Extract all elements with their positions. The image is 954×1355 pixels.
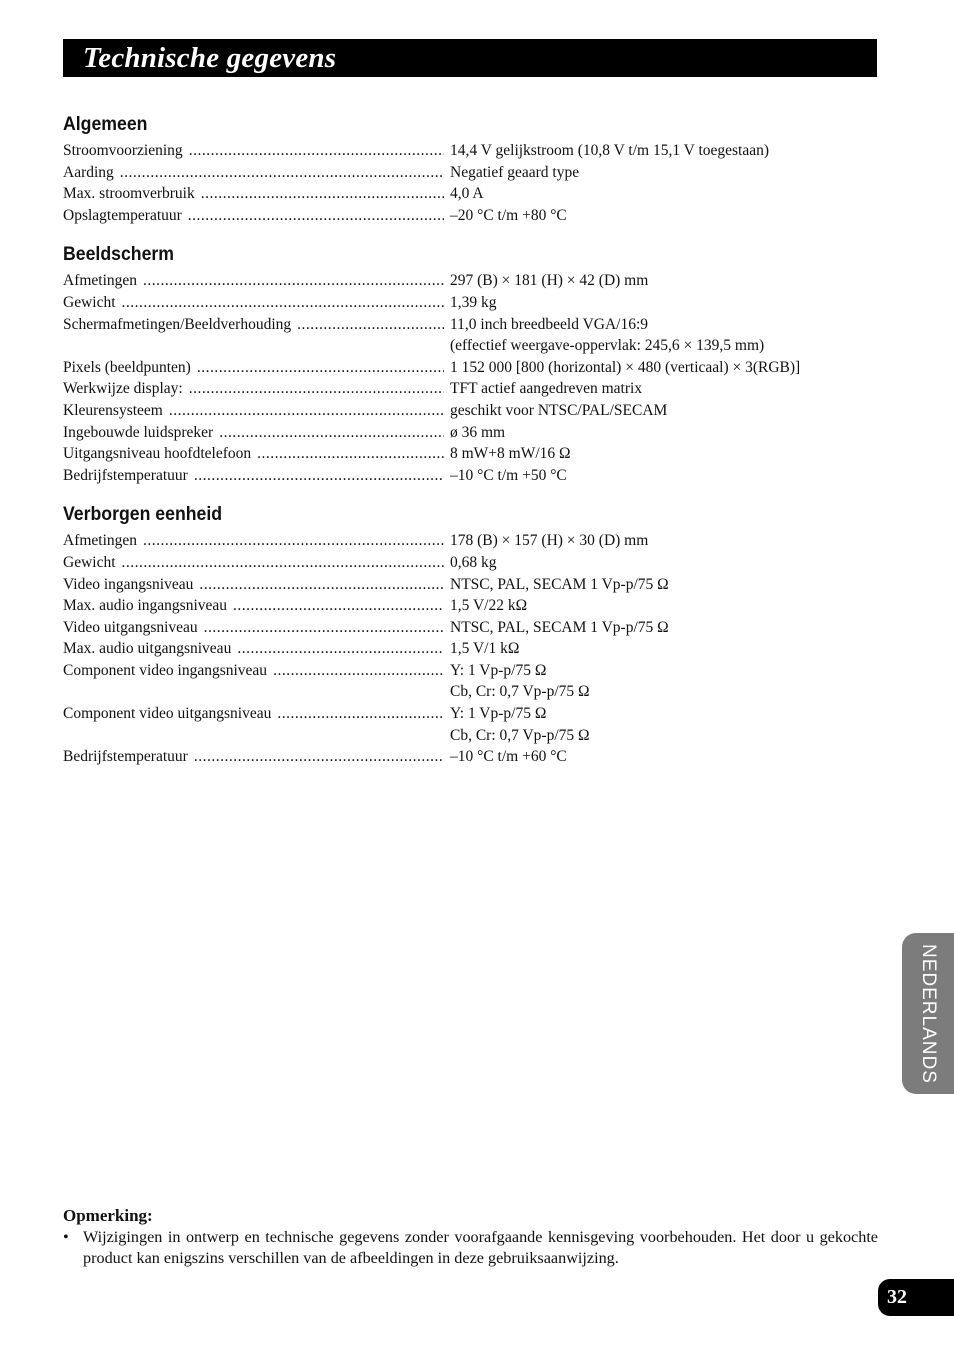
spec-label-cell [63, 378, 444, 400]
spec-label-cell [63, 292, 444, 314]
spec-value: 11,0 inch breedbeeld VGA/16:9 [450, 315, 649, 333]
title-bar [63, 39, 877, 77]
note-item [63, 1227, 878, 1269]
dot-leader [169, 400, 444, 422]
spec-row [63, 638, 883, 660]
spec-label: Afmetingen [63, 532, 138, 550]
spec-row [63, 746, 883, 768]
spec-value: 297 (B) × 181 (H) × 42 (D) mm [450, 272, 649, 290]
spec-row [63, 400, 883, 422]
note-section [63, 1205, 878, 1269]
spec-label: Uitgangsniveau hoofdtelefoon [63, 445, 252, 463]
spec-value: Y: 1 Vp-p/75 Ω [450, 661, 547, 679]
spec-section [63, 110, 883, 226]
spec-value: 14,4 V gelijkstroom (10,8 V t/m 15,1 V toegestaan) [450, 142, 770, 159]
spec-label-cell [63, 465, 444, 487]
spec-label-cell [63, 162, 444, 184]
spec-value: –20 °C t/m +80 °C [450, 206, 567, 224]
spec-row [63, 660, 883, 682]
spec-value: 1 152 000 [800 (horizontal) × 480 (verticaal) × 3(RGB)] [450, 358, 801, 376]
page-number-badge [878, 1279, 954, 1316]
spec-value: 1,5 V/1 kΩ [450, 640, 520, 658]
spec-label: Max. audio ingangsniveau [63, 597, 228, 615]
spec-row [63, 443, 883, 465]
dot-leader [257, 443, 444, 465]
spec-label-cell [63, 746, 444, 768]
spec-value: Negatief geaard type [450, 163, 580, 181]
spec-value: 178 (B) × 157 (H) × 30 (D) mm [450, 532, 649, 550]
spec-row [63, 703, 883, 725]
dot-leader [273, 660, 444, 682]
spec-row [63, 292, 883, 314]
spec-value: –10 °C t/m +50 °C [450, 466, 567, 484]
spec-value: geschikt voor NTSC/PAL/SECAM [450, 401, 668, 419]
spec-value: 0,68 kg [450, 553, 497, 571]
dot-leader [199, 574, 444, 596]
spec-value: Cb, Cr: 0,7 Vp-p/75 Ω [450, 683, 590, 701]
spec-label-cell [63, 574, 444, 596]
spec-row [63, 552, 883, 574]
spec-label-cell [63, 595, 444, 617]
spec-row [63, 465, 883, 487]
spec-label-cell [63, 183, 444, 205]
dot-leader [237, 638, 444, 660]
spec-value: Y: 1 Vp-p/75 Ω [450, 705, 547, 723]
spec-label: Schermafmetingen/Beeldverhouding [63, 315, 292, 333]
spec-row [63, 335, 883, 357]
spec-label-cell [63, 660, 444, 682]
spec-label: Gewicht [63, 293, 116, 311]
spec-label-cell [63, 140, 444, 162]
spec-row [63, 357, 883, 379]
section-heading: Algemeen [63, 114, 148, 135]
section-heading: Verborgen eenheid [63, 504, 223, 526]
dot-leader [122, 552, 444, 574]
spec-label-cell [63, 617, 444, 639]
spec-value: 1,5 V/22 kΩ [450, 597, 528, 615]
spec-label: Stroomvoorziening [63, 142, 183, 159]
spec-value: 1,39 kg [450, 293, 497, 311]
spec-value: TFT actief aangedreven matrix [450, 380, 643, 398]
spec-value: Cb, Cr: 0,7 Vp-p/75 Ω [450, 726, 590, 744]
spec-row [63, 422, 883, 444]
note-text: Wijzigingen in ontwerp en technische gegevens zonder voorafgaande kennisgeving voorbehouden. Het door u gekochte product kan enigszins verschillen van de afbeeldingen in deze gebruiksaanwijzing. [83, 1228, 878, 1267]
spec-row [63, 140, 883, 162]
spec-label-cell [63, 400, 444, 422]
spec-label: Gewicht [63, 553, 116, 571]
dot-leader [188, 205, 444, 227]
dot-leader [297, 314, 444, 336]
spec-label: Component video uitgangsniveau [63, 705, 272, 723]
spec-value: (effectief weergave-oppervlak: 245,6 × 139,5 mm) [450, 337, 765, 355]
spec-label-cell [63, 314, 444, 336]
spec-label: Afmetingen [63, 272, 138, 290]
spec-label: Aarding [63, 163, 114, 181]
spec-value: NTSC, PAL, SECAM 1 Vp-p/75 Ω [450, 618, 669, 636]
dot-leader [189, 140, 444, 162]
spec-section [63, 500, 883, 768]
spec-label: Ingebouwde luidspreker [63, 423, 214, 441]
spec-label: Opslagtemperatuur [63, 206, 182, 224]
spec-row [63, 270, 883, 292]
dot-leader [277, 703, 444, 725]
dot-leader [189, 378, 444, 400]
spec-label-cell [63, 422, 444, 444]
spec-label: Max. stroomverbruik [63, 185, 195, 203]
spec-section [63, 240, 883, 486]
dot-leader [143, 270, 444, 292]
dot-leader [197, 357, 444, 379]
bullet-icon: • [63, 1228, 69, 1246]
language-tab [902, 933, 954, 1094]
spec-row [63, 530, 883, 552]
spec-row [63, 314, 883, 336]
spec-label: Max. audio uitgangsniveau [63, 640, 232, 658]
spec-value: –10 °C t/m +60 °C [450, 748, 567, 766]
spec-row [63, 378, 883, 400]
spec-label: Bedrijfstemperatuur [63, 748, 188, 766]
spec-label-cell [63, 703, 444, 725]
spec-content [63, 110, 883, 782]
spec-row [63, 681, 883, 703]
dot-leader [143, 530, 444, 552]
spec-row [63, 162, 883, 184]
spec-row [63, 595, 883, 617]
dot-leader [233, 595, 444, 617]
language-tab-label: NEDERLANDS [918, 943, 939, 1084]
dot-leader [194, 465, 444, 487]
spec-label: Component video ingangsniveau [63, 661, 268, 679]
spec-label-cell [63, 530, 444, 552]
section-heading: Beeldscherm [63, 244, 174, 266]
spec-value: 8 mW+8 mW/16 Ω [450, 445, 571, 463]
spec-row [63, 574, 883, 596]
spec-row [63, 617, 883, 639]
dot-leader [201, 183, 444, 205]
spec-label: Kleurensysteem [63, 401, 163, 419]
spec-label: Werkwijze display: [63, 380, 183, 398]
note-heading: Opmerking: [63, 1206, 153, 1225]
spec-row [63, 183, 883, 205]
spec-label: Pixels (beeldpunten) [63, 358, 191, 376]
spec-label: Video ingangsniveau [63, 575, 194, 593]
dot-leader [219, 422, 444, 444]
spec-label-cell [63, 552, 444, 574]
spec-label: Bedrijfstemperatuur [63, 466, 188, 484]
spec-value: 4,0 A [450, 185, 484, 203]
spec-label: Video uitgangsniveau [63, 618, 198, 636]
dot-leader [122, 292, 444, 314]
spec-row [63, 725, 883, 747]
spec-label-cell [63, 443, 444, 465]
page-title: Technische gegevens [83, 41, 337, 74]
spec-label-cell [63, 270, 444, 292]
spec-label-cell [63, 205, 444, 227]
page-number: 32 [887, 1286, 907, 1308]
spec-label-cell [63, 638, 444, 660]
spec-value: ø 36 mm [450, 423, 506, 441]
spec-row [63, 205, 883, 227]
dot-leader [194, 746, 444, 768]
spec-label-cell [63, 357, 444, 379]
dot-leader [120, 162, 444, 184]
spec-value: NTSC, PAL, SECAM 1 Vp-p/75 Ω [450, 575, 669, 593]
dot-leader [204, 617, 444, 639]
